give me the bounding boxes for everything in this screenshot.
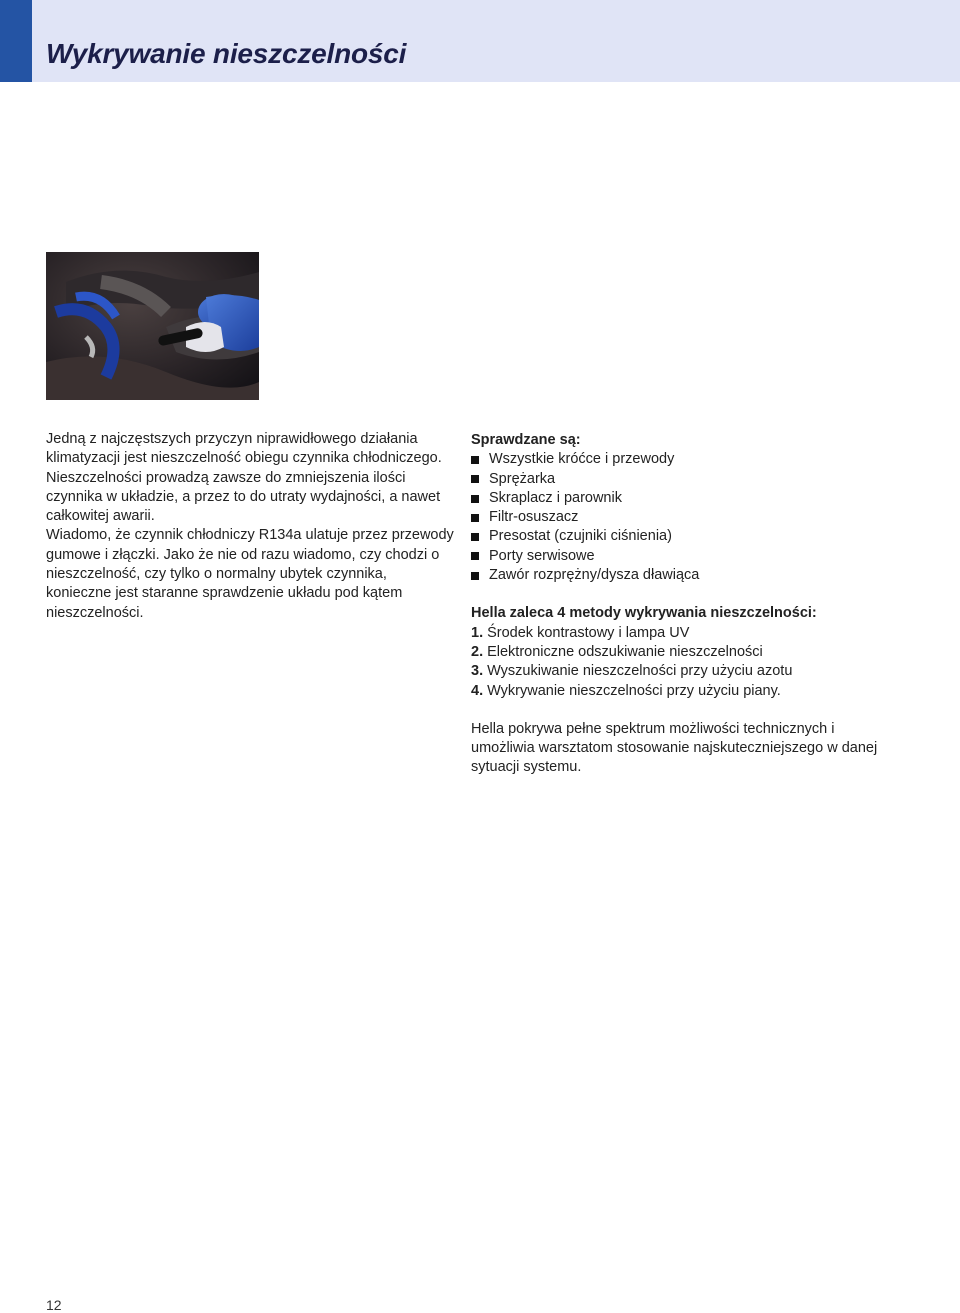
list-item: 3. Wyszukiwanie nieszczelności przy użyciu azotu	[471, 663, 793, 680]
checked-list	[471, 450, 891, 585]
square-bullet-icon	[471, 495, 479, 503]
page-title: Wykrywanie nieszczelności	[46, 38, 407, 69]
square-bullet-icon	[471, 572, 479, 580]
list-item: Filtr-osuszacz	[471, 508, 891, 527]
checked-heading: Sprawdzane są:	[471, 432, 581, 448]
square-bullet-icon	[471, 533, 479, 541]
list-item: Wszystkie króćce i przewody	[471, 450, 891, 469]
header-accent-bar	[0, 0, 32, 82]
intro-text	[46, 430, 456, 623]
methods-section	[471, 604, 891, 700]
list-item: 1. Środek kontrastowy i lampa UV	[471, 624, 690, 641]
page-number: 12	[46, 1297, 62, 1313]
square-bullet-icon	[471, 475, 479, 483]
square-bullet-icon	[471, 456, 479, 464]
list-item: Sprężarka	[471, 470, 891, 489]
list-item: Porty serwisowe	[471, 547, 891, 566]
square-bullet-icon	[471, 552, 479, 560]
methods-heading: Hella zaleca 4 metody wykrywania nieszczelności:	[471, 605, 817, 622]
list-item: Skraplacz i parownik	[471, 489, 891, 508]
photo-leak-detection	[46, 252, 259, 400]
list-item: Zawór rozprężny/dysza dławiąca	[471, 566, 891, 585]
r134a-paragraph: Wiadomo, że czynnik chłodniczy R134a ulatuje przez przewody gumowe i złączki. Jako że nie od razu wiadomo, czy chodzi o nieszczelność, czy tylko o normalny ubytek czynnika, konieczne jest staranne sprawdzenie układu pod kątem nieszczelności.	[46, 527, 454, 621]
summary-paragraph: Hella pokrywa pełne spektrum możliwości technicznych i umożliwia warsztatom stosowanie najskuteczniejszego w danej sytuacji systemu.	[471, 720, 878, 776]
methods-list	[471, 624, 891, 701]
list-item: 2. Elektroniczne odszukiwanie nieszczelności	[471, 643, 763, 660]
list-item: 4. Wykrywanie nieszczelności przy użyciu piany.	[471, 682, 781, 699]
right-column	[471, 431, 891, 778]
list-item: Presostat (czujniki ciśnienia)	[471, 527, 891, 546]
intro-paragraph: Jedną z najczęstszych przyczyn niprawidłowego działania klimatyzacji jest nieszczelność obiegu czynnika chłodniczego. Nieszczelności prowadzą zawsze do zmniejszenia ilości czynnika w układzie, a przez to do utraty wydajności, a nawet całkowitej awarii.	[46, 431, 442, 525]
square-bullet-icon	[471, 514, 479, 522]
